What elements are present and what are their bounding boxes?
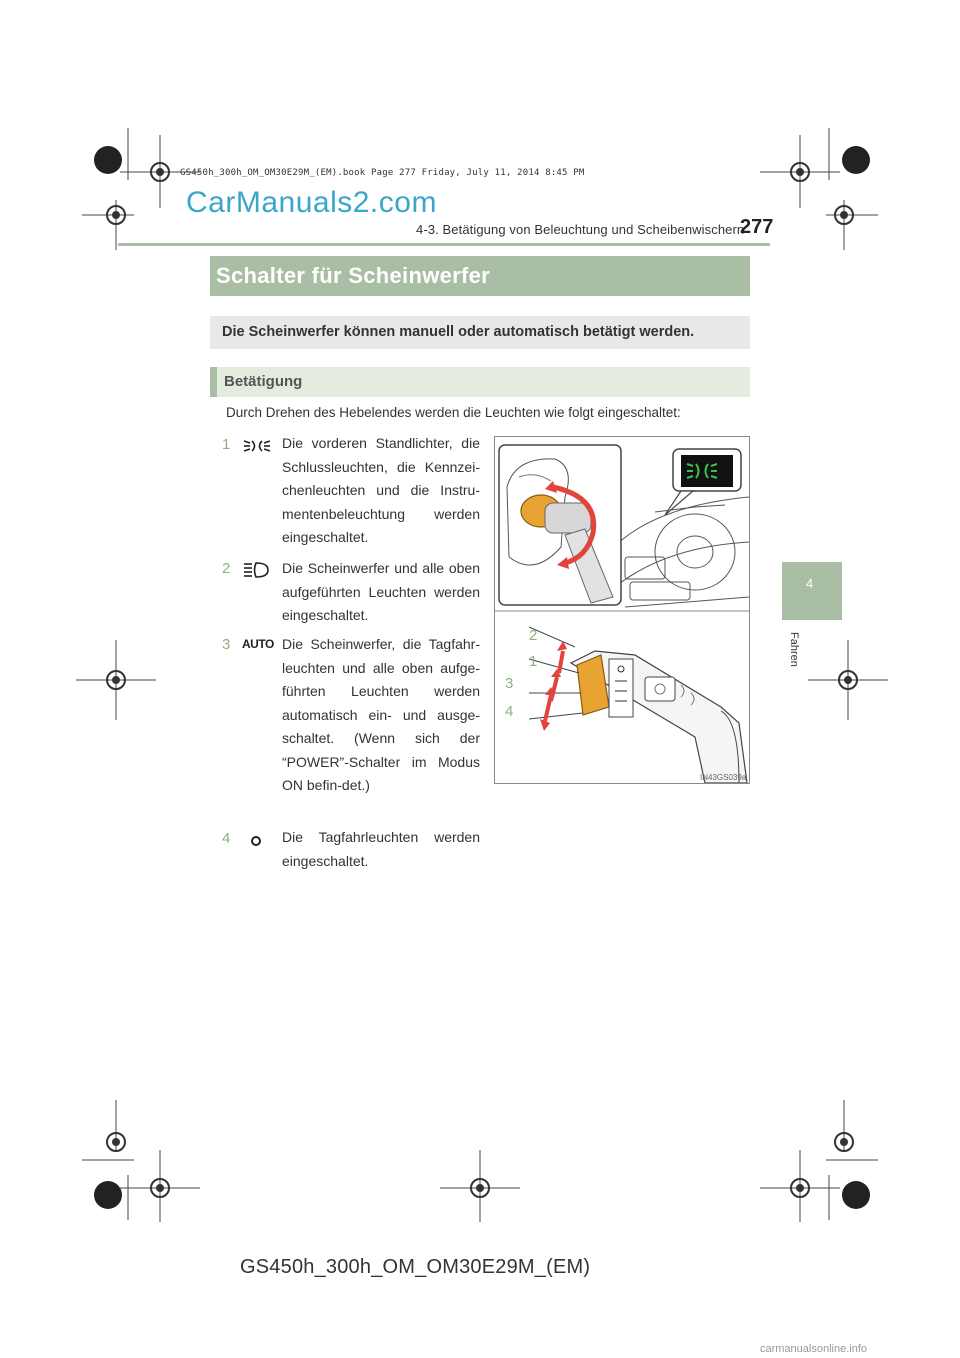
subheading: Betätigung — [224, 373, 303, 390]
figure-callout-3: 3 — [505, 675, 514, 692]
figure-callout-4: 4 — [505, 703, 514, 720]
figure-callout-2: 2 — [529, 627, 538, 644]
item-number-4: 4 — [222, 830, 231, 847]
figure-callout-1: 1 — [529, 653, 538, 670]
chapter-tab-label: Fahren — [788, 632, 800, 667]
auto-icon-label: AUTO — [242, 637, 274, 651]
intro-text: Durch Drehen des Hebelendes werden die Leuchten wie folgt eingeschaltet: — [226, 405, 681, 420]
headlight-icon — [243, 561, 269, 579]
item-number-3: 3 — [222, 636, 231, 653]
chapter-tab-number: 4 — [806, 576, 814, 591]
lead-text: Die Scheinwerfer können manuell oder automatisch betätigt werden. — [222, 324, 695, 340]
item-text-1: Die vorderen Standlichter, die Schlussleuchten, die Kennzei-chenleuchten und die Instru-mentenbeleuchtung werden eingeschaltet. — [282, 435, 480, 545]
subheading-accent — [210, 367, 217, 397]
watermark-top: CarManuals2.com — [186, 186, 437, 219]
page-number: 277 — [740, 216, 774, 238]
watermark-bottom: carmanualsonline.info — [760, 1343, 868, 1355]
figure-illustration — [495, 437, 749, 783]
off-position-icon — [249, 834, 263, 848]
item-number-2: 2 — [222, 560, 231, 577]
item-text-2: Die Scheinwerfer und alle oben aufgeführten Leuchten werden eingeschaltet. — [282, 560, 480, 623]
book-file-info: GS450h_300h_OM_OM30E29M_(EM).book Page 277 Friday, July 11, 2014 8:45 PM — [180, 168, 585, 178]
section-heading: 4-3. Betätigung von Beleuchtung und Scheibenwischern — [416, 222, 745, 237]
chapter-tab — [782, 562, 842, 620]
item-text-3: Die Scheinwerfer, die Tagfahr-leuchten und alle oben aufge-führten Leuchten werden automatisch ein- und ausge-schaltet. (Wenn sich der “POWER”-Schalter im Modus ON befin-det.) — [282, 636, 480, 793]
footer-document-code: GS450h_300h_OM_OM30E29M_(EM) — [240, 1256, 591, 1278]
page-title: Schalter für Scheinwerfer — [216, 263, 491, 288]
headlight-switch-figure — [494, 436, 750, 784]
header-rule — [118, 243, 770, 246]
parking-lights-icon — [243, 438, 271, 454]
figure-code: IN43GS039a — [700, 773, 747, 782]
item-number-1: 1 — [222, 436, 231, 453]
item-text-4: Die Tagfahrleuchten werden eingeschaltet. — [282, 829, 480, 869]
chapter-tab-label-box — [782, 628, 842, 678]
